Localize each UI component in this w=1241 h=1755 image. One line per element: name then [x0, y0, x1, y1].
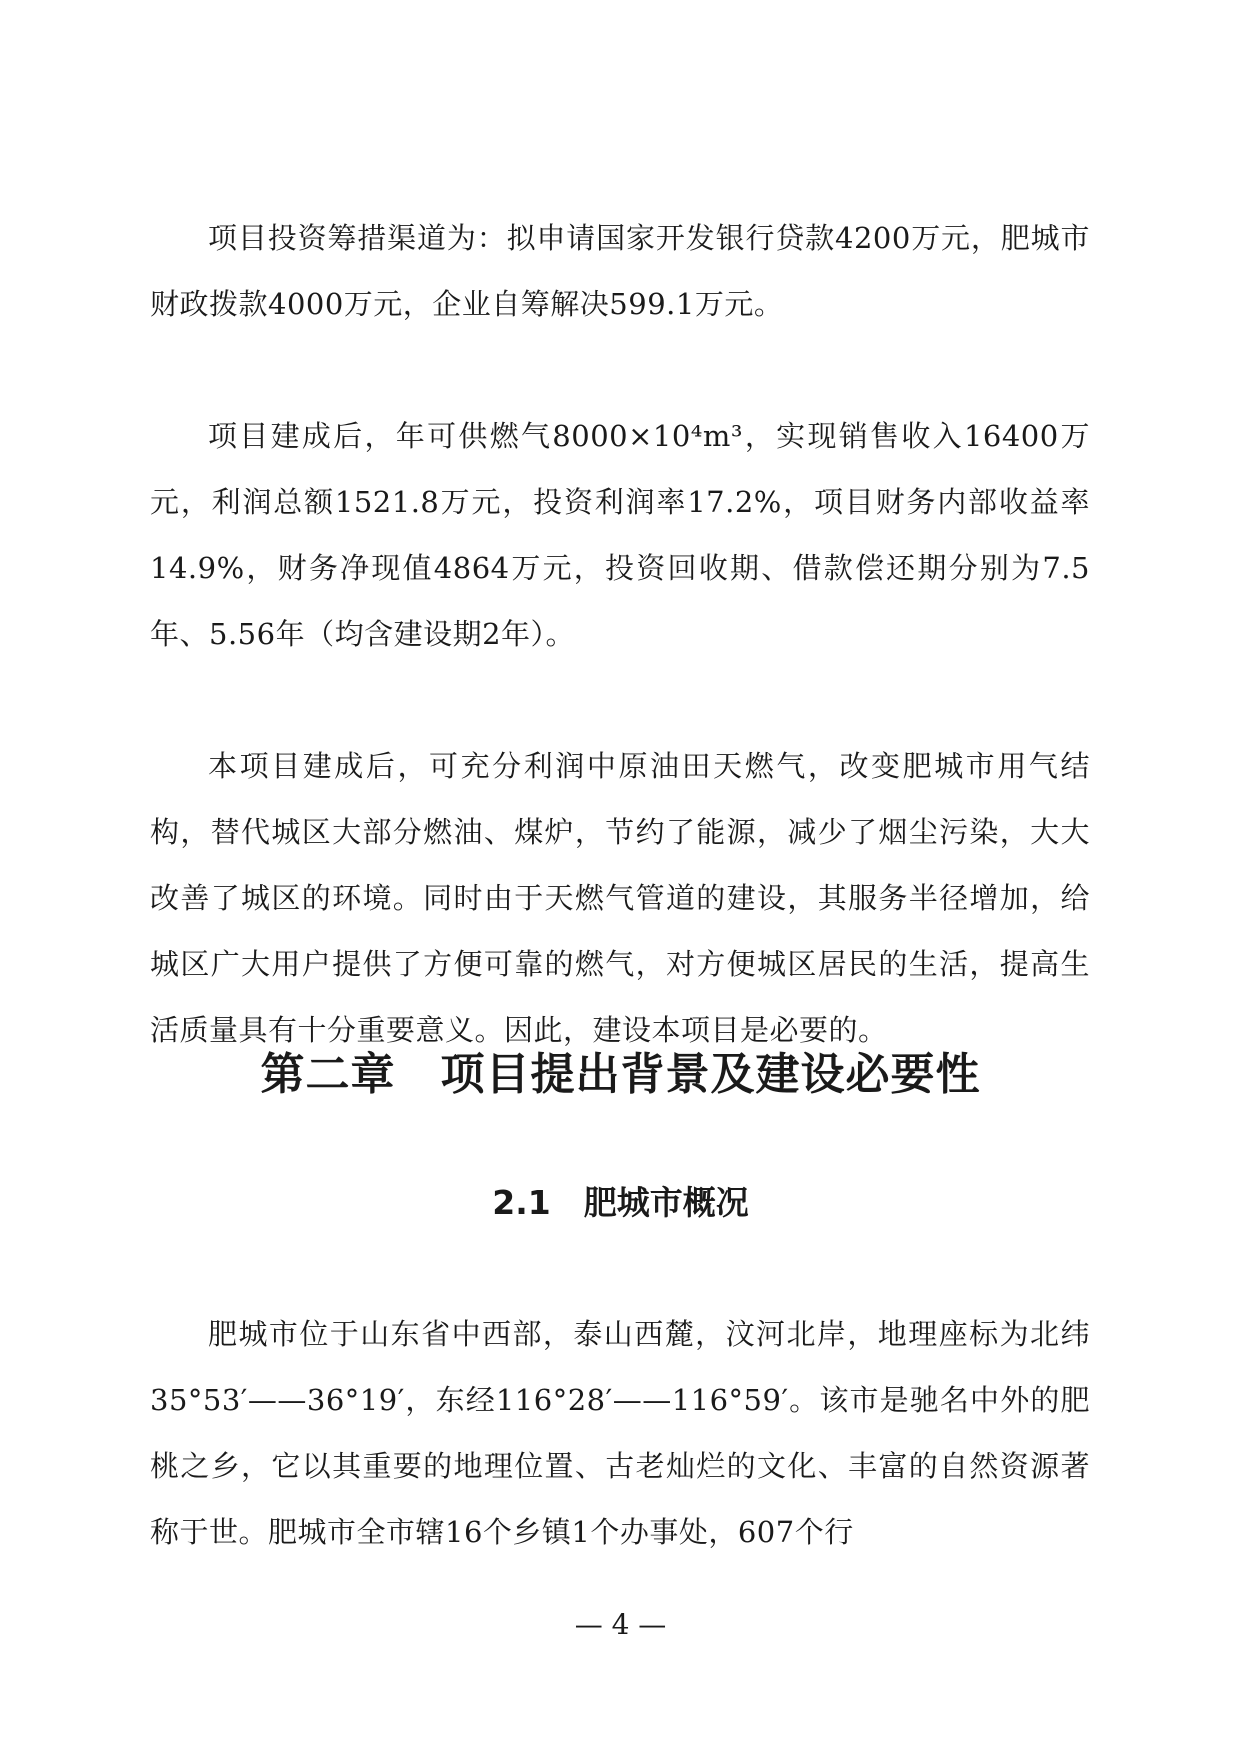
section-title: 2.1 肥城市概况: [492, 1183, 749, 1222]
paragraph-project-necessity: 本项目建成后，可充分利润中原油田天燃气，改变肥城市用气结构，替代城区大部分燃油、煤炉，节约了能源，减少了烟尘污染，大大改善了城区的环境。同时由于天燃气管道的建设，其服务半径增加，给城区广大用户提供了方便可靠的燃气，对方便城区居民的生活，提高生活质量具有十分重要意义。因此，建设本项目是必要的。: [150, 749, 1090, 1047]
page-number: — 4 —: [574, 1608, 667, 1641]
chapter-title: 第二章 项目提出背景及建设必要性: [260, 1049, 981, 1100]
paragraph-city-overview: 肥城市位于山东省中西部，泰山西麓，汶河北岸，地理座标为北纬35°53′——36°19′，东经116°28′——116°59′。该市是驰名中外的肥桃之乡，它以其重要的地理位置、古老灿烂的文化、丰富的自然资源著称于世。肥城市全市辖16个乡镇1个办事处，607个行: [150, 1317, 1090, 1549]
paragraph-project-benefits: 项目建成后，年可供燃气8000×10⁴m³，实现销售收入16400万元，利润总额1521.8万元，投资利润率17.2%，项目财务内部收益率14.9%，财务净现值4864万元，投资回收期、借款偿还期分别为7.5年、5.56年（均含建设期2年）。: [150, 419, 1090, 651]
paragraph-investment-financing: 项目投资筹措渠道为：拟申请国家开发银行贷款4200万元，肥城市财政拨款4000万元，企业自筹解决599.1万元。: [150, 221, 1090, 321]
